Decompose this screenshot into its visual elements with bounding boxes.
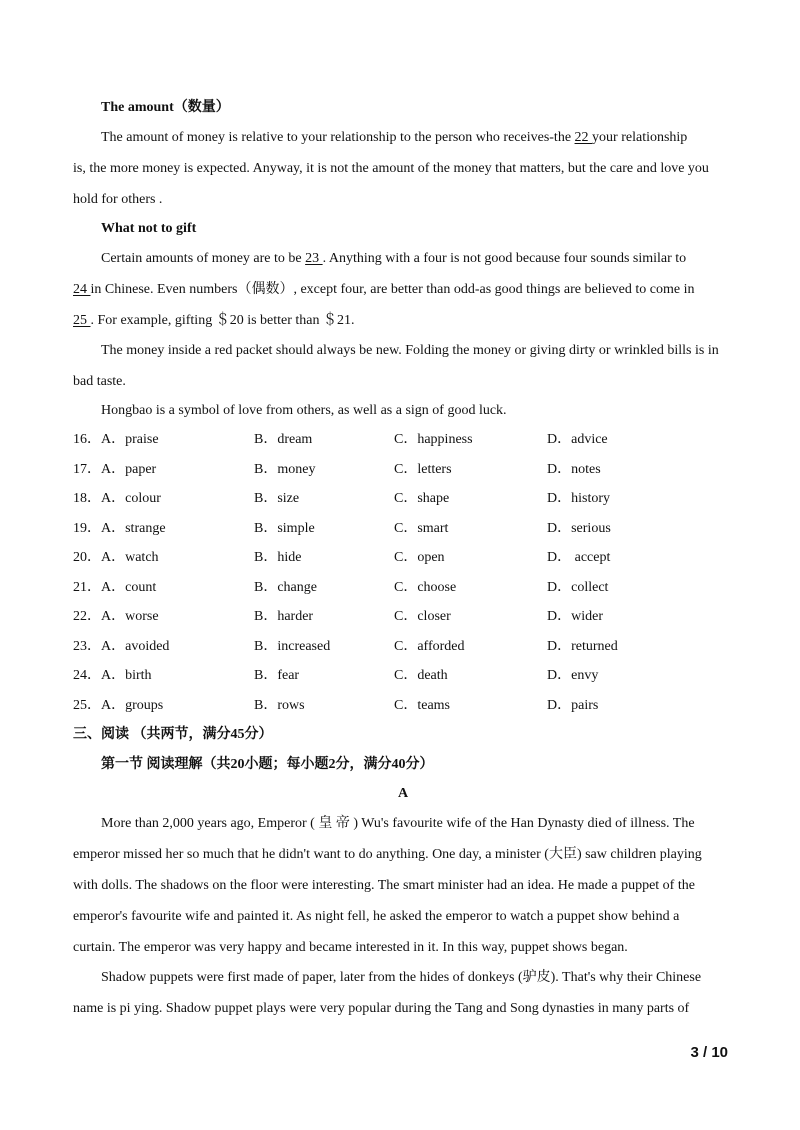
text-run: Certain amounts of money are to be	[101, 251, 306, 266]
passage-line: More than 2,000 years ago, Emperor ( 皇 帝 ) Wu's favourite wife of the Han Dynasty died of illness. The	[101, 816, 695, 831]
option-b: B．change	[254, 580, 317, 595]
option-b: B．increased	[254, 639, 331, 654]
money-paragraph-line: The money inside a red packet should always be new. Folding the money or giving dirty or wrinkled bills is in	[101, 343, 719, 358]
question-number: 17．	[73, 462, 101, 477]
option-d: D．history	[547, 491, 610, 506]
text-run: your relationship	[592, 130, 688, 145]
option-a: A．avoided	[101, 639, 170, 654]
option-b: B．hide	[254, 550, 302, 565]
option-a: A．count	[101, 580, 157, 595]
option-d: D．advice	[547, 432, 608, 447]
blank-25: 25	[73, 313, 91, 328]
option-d: D．notes	[547, 462, 601, 477]
option-a: A．paper	[101, 462, 157, 477]
option-b: B．simple	[254, 521, 315, 536]
option-a: A．groups	[101, 698, 164, 713]
option-c: C．afforded	[394, 639, 465, 654]
option-a: A．strange	[101, 521, 166, 536]
question-row	[73, 637, 733, 657]
passage-line: Shadow puppets were first made of paper, later from the hides of donkeys (驴皮). That's why their Chinese	[101, 970, 702, 985]
option-a: A．colour	[101, 491, 161, 506]
option-c: C．open	[394, 550, 445, 565]
question-row	[73, 578, 733, 598]
option-d: D．envy	[547, 668, 599, 683]
text-run: The amount of money is relative to your relationship to the person who receives-the	[101, 130, 575, 145]
question-row	[73, 489, 733, 509]
option-b: B．fear	[254, 668, 300, 683]
notgift-paragraph-line	[73, 280, 733, 300]
amount-paragraph-line	[101, 128, 761, 148]
blank-23: 23	[305, 251, 323, 266]
passage-line: emperor's favourite wife and painted it. As night fell, he asked the emperor to watch a puppet show behind a	[73, 909, 680, 924]
question-number: 18．	[73, 491, 101, 506]
question-number: 22．	[73, 609, 101, 624]
option-c: C．teams	[394, 698, 450, 713]
part-three-title: 三、阅读 （共两节，满分45分）	[73, 727, 273, 742]
option-d: D．returned	[547, 639, 618, 654]
question-row	[73, 430, 733, 450]
blank-24: 24	[73, 282, 91, 297]
question-row	[73, 519, 733, 539]
option-c: C．closer	[394, 609, 451, 624]
blank-22: 22	[574, 130, 593, 145]
passage-line: emperor missed her so much that he didn't want to do anything. One day, a minister (大臣) saw children playing	[73, 847, 702, 862]
question-number: 21．	[73, 580, 101, 595]
option-d: D．pairs	[547, 698, 599, 713]
option-a: A．watch	[101, 550, 159, 565]
option-c: C．happiness	[394, 432, 473, 447]
page-number: 3 / 10	[690, 1044, 728, 1061]
notgift-paragraph-line	[73, 311, 733, 331]
option-c: C．death	[394, 668, 448, 683]
text-run: . For example, gifting ＄20 is better than ＄21.	[90, 313, 355, 328]
passage-line: with dolls. The shadows on the floor were interesting. The smart minister had an idea. He made a puppet of the	[73, 878, 695, 893]
text-run: in Chinese. Even numbers（偶数）, except four, are better than odd-as good things are believed to come in	[90, 282, 695, 297]
question-number: 20．	[73, 550, 101, 565]
section-heading-not-gift: What not to gift	[101, 221, 197, 236]
section-one-title: 第一节 阅读理解（共20小题；每小题2分，满分40分）	[101, 757, 434, 772]
passage-line: name is pi ying. Shadow puppet plays were very popular during the Tang and Song dynasties in many parts of	[73, 1001, 690, 1016]
money-paragraph-line: bad taste.	[73, 374, 126, 389]
amount-paragraph-line: hold for others .	[73, 192, 163, 207]
hongbao-paragraph: Hongbao is a symbol of love from others, as well as a sign of good luck.	[101, 403, 507, 418]
option-d: D．collect	[547, 580, 609, 595]
amount-paragraph-line: is, the more money is expected. Anyway, it is not the amount of the money that matters, but the care and love you	[73, 161, 709, 176]
option-c: C．letters	[394, 462, 452, 477]
option-b: B．rows	[254, 698, 305, 713]
option-c: C．choose	[394, 580, 457, 595]
option-d: D．wider	[547, 609, 603, 624]
question-row	[73, 696, 733, 716]
question-number: 23．	[73, 639, 101, 654]
question-row	[73, 460, 733, 480]
question-number: 24．	[73, 668, 101, 683]
question-number: 16．	[73, 432, 101, 447]
option-c: C．smart	[394, 521, 449, 536]
question-row	[73, 607, 733, 627]
option-b: B．harder	[254, 609, 314, 624]
question-number: 25．	[73, 698, 101, 713]
question-row	[73, 666, 733, 686]
text-run: . Anything with a four is not good because four sounds similar to	[322, 251, 687, 266]
option-d: D．serious	[547, 521, 611, 536]
option-b: B．size	[254, 491, 300, 506]
option-c: C．shape	[394, 491, 450, 506]
option-b: B．dream	[254, 432, 313, 447]
option-a: A．praise	[101, 432, 159, 447]
notgift-paragraph-line	[101, 249, 761, 269]
option-b: B．money	[254, 462, 316, 477]
question-row	[73, 548, 733, 568]
option-d: D． accept	[547, 550, 611, 565]
passage-label: A	[397, 786, 409, 801]
passage-line: curtain. The emperor was very happy and became interested in it. In this way, puppet shows began.	[73, 940, 628, 955]
question-number: 19．	[73, 521, 101, 536]
option-a: A．worse	[101, 609, 159, 624]
option-a: A．birth	[101, 668, 152, 683]
section-heading-amount: The amount（数量）	[101, 100, 230, 115]
